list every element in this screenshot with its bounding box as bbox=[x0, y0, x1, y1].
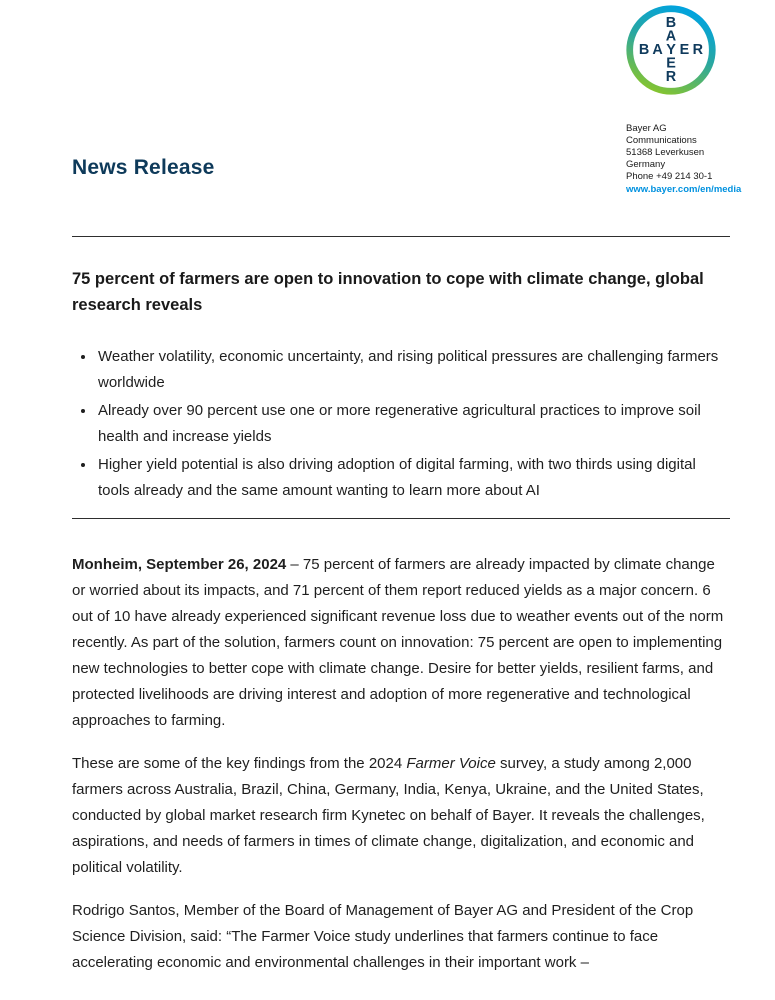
bayer-logo bbox=[623, 2, 719, 98]
list-item bbox=[96, 452, 730, 504]
paragraph-quote bbox=[72, 898, 730, 976]
divider-top bbox=[72, 236, 730, 237]
paragraph-text: survey, a study among 2,000 farmers across Australia, Brazil, China, Germany, India, Kenya, Ukraine, and the United States, conducted by global market research firm Kynetec on behalf of Bayer. It reveals the challenges, aspirations, and needs of farmers in times of climate change, digitalization, and economic and political volatility. bbox=[72, 755, 705, 876]
paragraph-dateline bbox=[72, 552, 730, 734]
media-link[interactable]: www.bayer.com/en/media bbox=[626, 184, 742, 195]
contact-block bbox=[626, 123, 771, 196]
logo-letter: E bbox=[666, 55, 676, 72]
list-item bbox=[96, 398, 730, 450]
contact-line-department: Communications bbox=[626, 135, 697, 146]
paragraph-text: – 75 percent of farmers are already impacted by climate change or worried about its impacts, and 71 percent of them report reduced yields as a major concern. 6 out of 10 have already experienced significant revenue loss due to weather events out of the norm recently. As part of the solution, farmers count on innovation: 75 percent are open to implementing new technologies to better cope with climate change. Desire for better yields, resilient farms, and protected livelihoods are driving interest and adoption of more regenerative and technological approaches to farming. bbox=[72, 556, 724, 729]
logo-letter: R bbox=[692, 42, 704, 59]
contact-line-company: Bayer AG bbox=[626, 123, 667, 134]
logo-letter: A bbox=[652, 42, 663, 59]
bullet-text: Already over 90 percent use one or more regenerative agricultural practices to improve soil health and increase yields bbox=[98, 402, 701, 445]
logo-letter: A bbox=[665, 28, 677, 45]
bullet-text: Weather volatility, economic uncertainty, and rising political pressures are challenging farmers worldwide bbox=[98, 348, 719, 391]
contact-line-postal: 51368 Leverkusen bbox=[626, 147, 705, 158]
logo-letter: E bbox=[679, 42, 690, 59]
headline: 75 percent of farmers are open to innovation to cope with climate change, global research reveals bbox=[72, 270, 704, 314]
paragraph-text: Rodrigo Santos, Member of the Board of Management of Bayer AG and President of the Crop Science Division, said: “The Farmer Voice study underlines that farmers continue to face accelerating economic and environmental challenges in their important work – bbox=[72, 902, 694, 971]
contact-line-phone: Phone +49 214 30-1 bbox=[626, 171, 713, 182]
logo-letter: B bbox=[665, 15, 677, 32]
list-item bbox=[96, 344, 730, 396]
key-points-list bbox=[72, 344, 730, 504]
survey-name: Farmer Voice bbox=[406, 755, 496, 772]
contact-line-country: Germany bbox=[626, 159, 666, 170]
logo-letter: B bbox=[638, 42, 650, 59]
page-title: News Release bbox=[72, 156, 215, 179]
logo-letter: R bbox=[665, 68, 677, 85]
paragraph-findings bbox=[72, 751, 730, 881]
paragraph-text: These are some of the key findings from the 2024 bbox=[72, 755, 407, 772]
logo-letter: Y bbox=[666, 42, 676, 59]
divider-bottom bbox=[72, 518, 730, 519]
dateline: Monheim, September 26, 2024 bbox=[72, 556, 287, 573]
bullet-text: Higher yield potential is also driving adoption of digital farming, with two thirds using digital tools already and the same amount wanting to learn more about AI bbox=[98, 456, 696, 499]
article bbox=[72, 236, 730, 993]
